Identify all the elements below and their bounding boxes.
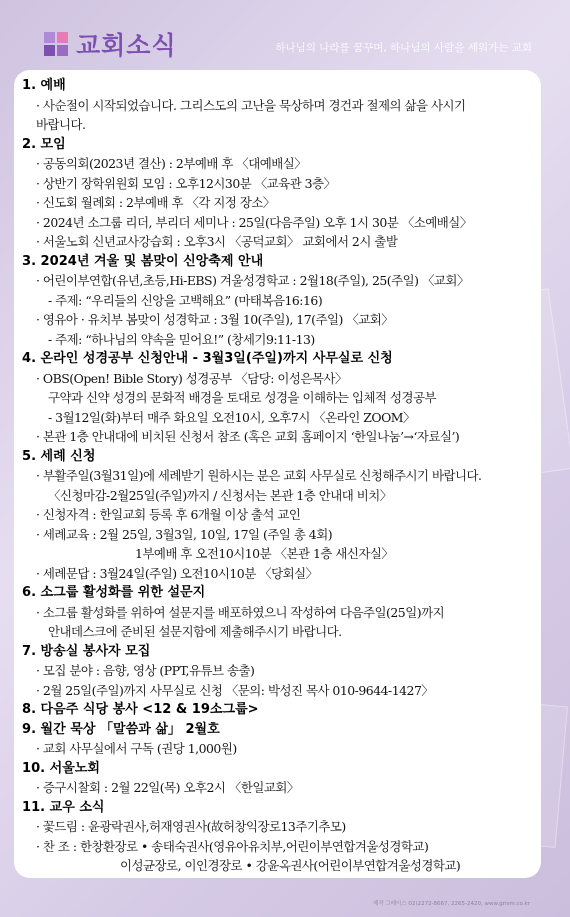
section-title: 1. 예배 bbox=[22, 78, 66, 93]
section-line: 바랍니다. bbox=[36, 117, 86, 132]
section-line: · 어린이부연합(유년,초등,Hi-EBS) 겨울성경학교 : 2월18(주일), 25(주일) 〈교회〉 bbox=[36, 273, 469, 288]
section-line: · 소그룹 활성화를 위하여 설문지를 배포하였으니 작성하여 다음주일(25일)까지 bbox=[36, 604, 445, 620]
section-line: - 주제: “우리들의 신앙을 고백해요” (마태복음16:16) bbox=[48, 292, 323, 308]
section-line: 안내데스크에 준비된 설문지함에 제출해주시기 바랍니다. bbox=[48, 624, 342, 639]
page-title: 교회소식 bbox=[76, 31, 177, 60]
section-title: 7. 방송실 봉사자 모집 bbox=[22, 643, 151, 659]
section-line: 구약과 신약 성경의 문화적 배경을 토대로 성경을 이해하는 입체적 성경공부 bbox=[48, 390, 437, 405]
section-line: · 세례교육 : 2월 25일, 3월3일, 10일, 17일 (주일 총 4회) bbox=[36, 526, 333, 542]
section-line: · 본관 1층 안내대에 비치된 신청서 참조 (혹은 교회 홈페이지 ‘한일나눔’→‘자료실’) bbox=[36, 429, 460, 444]
section-line: · 공동의회(2023년 결산) : 2부예배 후 〈대예배실〉 bbox=[36, 156, 307, 171]
section-title: 4. 온라인 성경공부 신청안내 - 3월3일(주일)까지 사무실로 신청 bbox=[22, 351, 393, 366]
section-line: · 2024년 소그룹 리더, 부리더 세미나 : 25일(다음주일) 오후 1시 30분 〈소예배실〉 bbox=[36, 214, 472, 230]
section-line: · OBS(Open! Bible Story) 성경공부 〈담당: 이성은목사〉 bbox=[36, 370, 347, 386]
section-line: · 영유아 · 유치부 봄맞이 성경학교 : 3월 10(주일), 17(주일) 〈교회〉 bbox=[36, 312, 394, 327]
section-title: 11. 교우 소식 bbox=[22, 799, 105, 815]
section-title: 6. 소그룹 활성화를 위한 설문지 bbox=[22, 585, 206, 600]
section-line: · 찬 조 : 한창환장로 • 송태숙권사(영유아유치부,어린이부연합겨울성경학교) bbox=[36, 838, 429, 854]
section-line: · 모집 분야 : 음향, 영상 (PPT,유튜브 송출) bbox=[36, 663, 255, 678]
section-title: 9. 월간 묵상 「말씀과 삶」 2월호 bbox=[22, 721, 220, 737]
section-line: - 3월12일(화)부터 매주 화요일 오전10시, 오후7시 〈온라인 ZOOM〉 bbox=[48, 409, 415, 425]
section-line: · 꽃드림 : 윤광락권사,허재영권사(故허창익장로13주기추모) bbox=[36, 819, 346, 834]
church-news-logo-icon bbox=[44, 32, 70, 56]
news-content bbox=[22, 76, 540, 876]
section-line: · 2월 25일(주일)까지 사무실로 신청 〈문의: 박성진 목사 010-9644-1427〉 bbox=[36, 682, 434, 698]
section-title: 2. 모임 bbox=[22, 136, 66, 152]
section-line: 1부예배 후 오전10시10분 〈본관 1층 새신자실〉 bbox=[135, 546, 394, 561]
section-title: 8. 다음주 식당 봉사 <12 & 19소그룹> bbox=[22, 702, 259, 717]
section-line: · 사순절이 시작되었습니다. 그리스도의 고난을 묵상하며 경건과 절제의 삶을 사시기 bbox=[36, 97, 466, 113]
section-line: · 상반기 장학위원회 모임 : 오후12시30분 〈교육관 3층〉 bbox=[36, 175, 336, 191]
section-line: 〈신청마감-2월25일(주일)까지 / 신청서는 본관 1층 안내대 비치〉 bbox=[48, 487, 392, 503]
section-line: 이성균장로, 이인경장로 • 강윤옥권사(어린이부연합겨울성경학교) bbox=[120, 858, 461, 873]
section-title: 5. 세례 신청 bbox=[22, 448, 96, 464]
section-line: · 세례문답 : 3월24일(주일) 오전10시10분 〈당회실〉 bbox=[36, 565, 318, 581]
section-line: · 부활주일(3월31일)에 세례받기 원하시는 분은 교회 사무실로 신청해주시기 바랍니다. bbox=[36, 468, 482, 483]
section-line: · 신도회 월례회 : 2부예배 후 〈각 지정 장소〉 bbox=[36, 195, 275, 210]
footer-credit: 제작 그레이스 02)2272-8667, 2265-2420, www.grism.co.kr bbox=[373, 901, 530, 907]
section-line: · 교회 사무실에서 구독 (권당 1,000원) bbox=[36, 741, 237, 756]
section-line: · 신청자격 : 한일교회 등록 후 6개월 이상 출석 교인 bbox=[36, 507, 301, 522]
tagline: 하나님의 나라를 꿈꾸며, 하나님의 사람을 세워가는 교회 bbox=[275, 42, 532, 54]
section-line: · 서울노회 신년교사강습회 : 오후3시 〈공덕교회〉 교회에서 2시 출발 bbox=[36, 234, 398, 249]
section-line: · 증구시찰회 : 2월 22일(목) 오후2시 〈한일교회〉 bbox=[36, 780, 299, 795]
header bbox=[0, 0, 570, 70]
section-line: - 주제: “하나님의 약속을 믿어요!” (창세기9:11-13) bbox=[48, 331, 315, 347]
section-title: 10. 서울노회 bbox=[22, 760, 100, 776]
section-title: 3. 2024년 겨울 및 봄맞이 신앙축제 안내 bbox=[22, 253, 264, 269]
